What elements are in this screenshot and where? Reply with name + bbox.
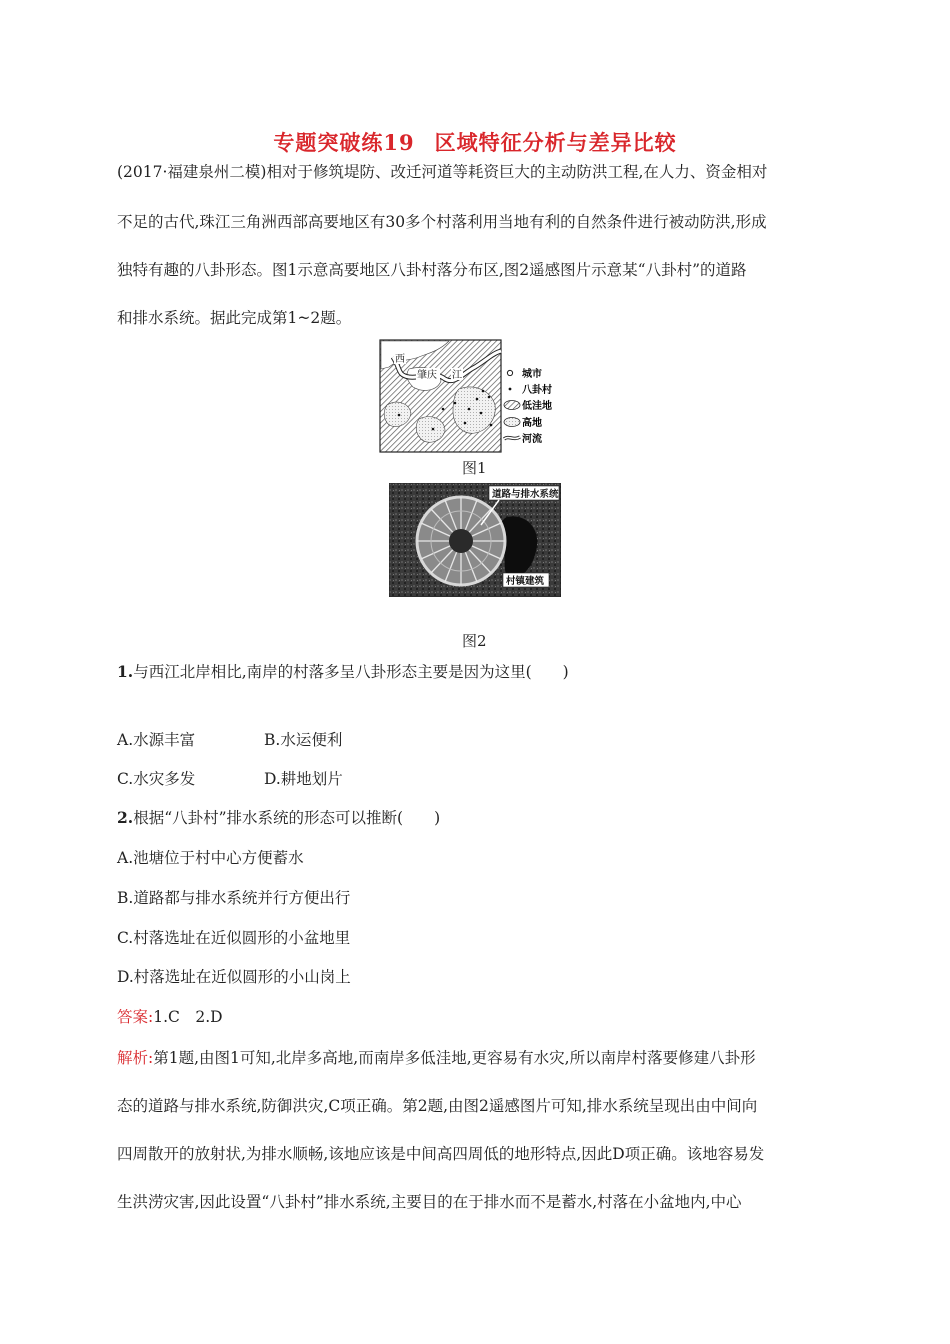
- map-label-jiang: 江: [452, 370, 462, 381]
- legend-city: 城市: [522, 369, 542, 380]
- figure-2-caption: 图2: [462, 632, 487, 650]
- question-2-number: 2.: [117, 808, 134, 827]
- legend-village-icon: [509, 388, 512, 391]
- page-title: [0, 127, 950, 157]
- option-2d: D.村落选址在近似圆形的小山岗上: [117, 968, 351, 986]
- label-village-buildings: 村镇建筑: [506, 576, 545, 587]
- legend-upland: 高地: [522, 418, 542, 429]
- option-2c: C.村落选址在近似圆形的小盆地里: [117, 929, 351, 947]
- question-2: [117, 806, 440, 828]
- legend-village: 八卦村: [522, 385, 552, 396]
- analysis-line-1: [117, 1046, 756, 1068]
- title-part1: 专题突破练19: [273, 130, 415, 155]
- figure-1-caption: 图1: [462, 459, 487, 477]
- legend-river: 河流: [522, 434, 542, 445]
- analysis-text-1: 第1题,由图1可知,北岸多高地,而南岸多低洼地,更容易有水灾,所以南岸村落要修建八卦形: [153, 1049, 756, 1067]
- answer-text: 1.C 2.D: [153, 1008, 223, 1026]
- intro-line-2: 不足的古代,珠江三角洲西部高要地区有30多个村落利用当地有利的自然条件进行被动防洪,形成: [117, 213, 767, 231]
- map-label-zhaoqing: 肇庆: [417, 370, 437, 381]
- legend-lowland: 低洼地: [522, 401, 552, 412]
- map-legend: [504, 367, 552, 445]
- map-label-xi: 西: [395, 354, 405, 365]
- question-1-options-row-2: [117, 767, 517, 789]
- intro-line-1: (2017·福建泉州二模)相对于修筑堤防、改迁河道等耗资巨大的主动防洪工程,在人力、资金相对: [117, 163, 768, 181]
- analysis-line-3: 四周散开的放射状,为排水顺畅,该地应该是中间高四周低的地形特点,因此D项正确。该地容易发: [117, 1145, 765, 1163]
- question-2-stem: 根据“八卦村”排水系统的形态可以推断( ): [133, 809, 441, 827]
- answer: [117, 1005, 223, 1027]
- option-2a: A.池塘位于村中心方便蓄水: [117, 849, 304, 867]
- figure-2-image: [389, 483, 561, 597]
- analysis-label: 解析:: [117, 1049, 154, 1067]
- figure-1-map: [379, 339, 569, 453]
- question-1-options-row-1: [117, 728, 517, 750]
- question-1: [117, 660, 569, 682]
- option-1d: D.耕地划片: [264, 770, 343, 788]
- label-road-drainage: 道路与排水系统: [492, 489, 559, 500]
- option-1a: A.水源丰富: [117, 731, 196, 749]
- analysis-line-4: 生洪涝灾害,因此设置“八卦村”排水系统,主要目的在于排水而不是蓄水,村落在小盆地内,中心: [117, 1193, 742, 1211]
- intro-line-3: 独特有趣的八卦形态。图1示意高要地区八卦村落分布区,图2遥感图片示意某“八卦村”的道路: [117, 261, 747, 279]
- legend-lowland-icon: [504, 401, 520, 410]
- option-1c: C.水灾多发: [117, 770, 196, 788]
- legend-city-icon: [507, 370, 512, 375]
- option-1b: B.水运便利: [264, 731, 343, 749]
- answer-label: 答案:: [117, 1008, 154, 1026]
- question-1-number: 1.: [117, 662, 134, 681]
- option-2b: B.道路都与排水系统并行方便出行: [117, 889, 351, 907]
- legend-upland-icon: [504, 418, 520, 427]
- intro-line-4: 和排水系统。据此完成第1~2题。: [117, 309, 352, 327]
- analysis-line-2: 态的道路与排水系统,防御洪灾,C项正确。第2题,由图2遥感图片可知,排水系统呈现出由中间向: [117, 1097, 758, 1115]
- title-part2: 区域特征分析与差异比较: [434, 130, 677, 155]
- question-1-stem: 与西江北岸相比,南岸的村落多呈八卦形态主要是因为这里( ): [133, 663, 569, 681]
